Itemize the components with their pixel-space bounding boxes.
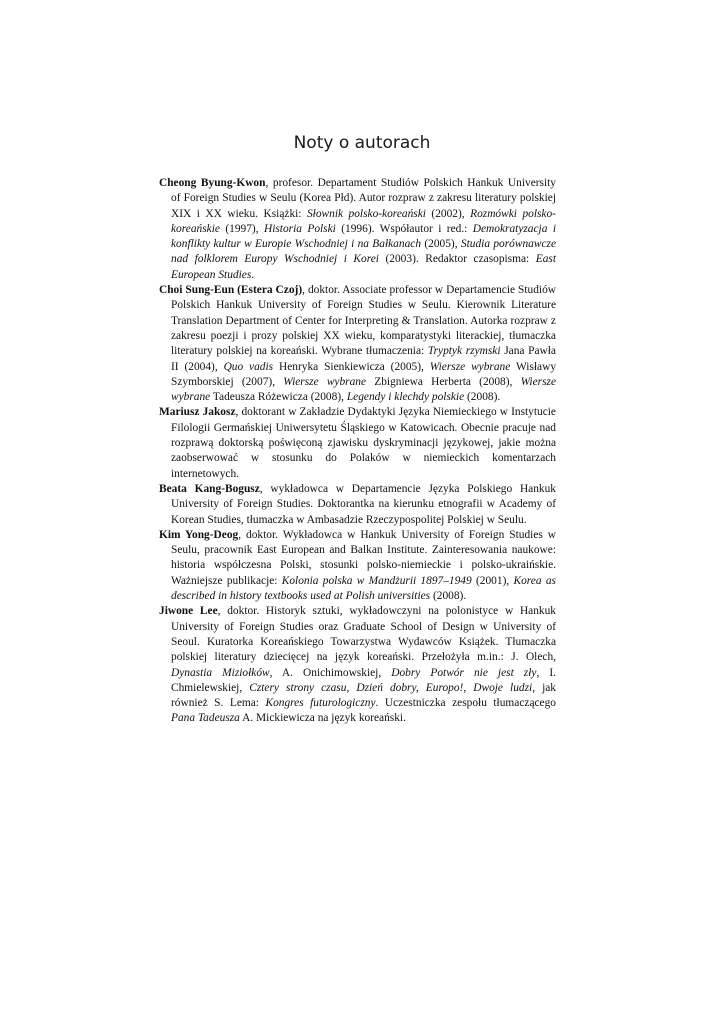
note-text: , doktor. Wykładowca w Hankuk University of Foreign Studies w Seulu, pracownik East European and Balkan Institute. Zainteresowania naukowe: historia współczesna Polski, stosunki polsko-niemieckie i polsko-ukraińskie. Ważniejsze publikacje: <box>171 528 557 587</box>
note-text: (2001), <box>471 574 514 587</box>
author-notes-list <box>159 176 556 727</box>
author-name: Mariusz Jakosz <box>159 406 236 419</box>
note-text: Zbigniewa Herberta (2008), <box>366 375 521 388</box>
author-note <box>159 405 556 481</box>
work-title: Tryptyk rzymski <box>427 345 501 358</box>
work-title: Kongres futurologiczny <box>265 697 376 710</box>
work-title: Dynastia Miziołków <box>171 666 270 679</box>
work-title: Studia porównawcze nad folklorem Europy Wschodniej i Korei <box>171 238 557 266</box>
note-text: (2002), <box>425 207 471 220</box>
note-text: , doktor. Historyk sztuki, wykładowczyni na polonistyce w Hankuk University of Foreign Studies oraz Graduate School of Design w University of Seoul. Kuratorka Koreańskiego Towarzystwa Wydawców Książek. Tłumaczka polskiej literatury dziecięcej na język koreański. Przełożyła m.in.: J. Olech, <box>171 605 557 664</box>
author-note <box>159 604 556 726</box>
note-text: (2008). <box>464 391 501 404</box>
note-text: . Uczestniczka zespołu tłumaczącego <box>375 697 557 710</box>
author-name: Beata Kang-Bogusz <box>159 482 260 495</box>
note-text: , profesor. Departament Studiów Polskich Hankuk University of Foreign Studies w Seulu (Korea Płd). Autor rozpraw z zakresu literatury polskiej XIX i XX wieku. Książki: <box>171 177 556 220</box>
author-note <box>159 283 556 405</box>
note-text: (2008). <box>430 590 467 603</box>
note-text: , <box>463 681 474 694</box>
note-text: , A. Onichimowskiej, <box>269 666 392 679</box>
note-text: Jana Pawła II (2004), <box>171 345 556 373</box>
work-title: Wiersze wybrane <box>283 375 367 388</box>
work-title: Słownik polsko-koreański <box>306 207 426 220</box>
author-name: Jiwone Lee <box>159 605 218 618</box>
note-text: (2003). Redaktor czasopisma: <box>378 253 536 266</box>
work-title: Legendy i klechdy polskie <box>346 391 465 404</box>
work-title: Wiersze wybrane <box>171 375 556 404</box>
author-note <box>159 176 556 283</box>
work-title: Quo vadis <box>223 360 274 373</box>
note-text: . <box>251 268 255 281</box>
note-text: (1996). Współautor i red.: <box>335 222 473 235</box>
note-text: A. Mickiewicza na język koreański. <box>239 712 406 725</box>
page-title: Noty o autorach <box>293 133 431 154</box>
note-text: (1997), <box>219 222 264 235</box>
note-text: (2005), <box>421 238 461 251</box>
author-note <box>159 528 556 604</box>
note-text: , doktorant w Zakładzie Dydaktyki Języka Niemieckiego w Instytucie Filologii Germańskiej Uniwersytetu Śląskiego w Katowicach. Obecnie pracuje nad rozprawą doktorską poświęconą zjawisku dyskryminacji językowej, jakie można zaobserwować w stosunku do Polaków w niemieckich komentarzach internetowych. <box>171 406 556 480</box>
work-title: Kolonia polska w Mandżurii 1897–1949 <box>281 574 472 587</box>
work-title: East European Studies <box>171 253 557 281</box>
note-text: , I. Chmielewskiej, <box>171 666 556 694</box>
work-title: Wiersze wybrane <box>429 360 511 373</box>
note-text: , doktor. Associate professor w Departamencie Studiów Polskich Hankuk University of Foreign Studies w Seulu. Kierownik Literature Translation Department of Center for Interpreting & Translation. Autorka rozpraw z zakresu poezji i prozy polskiej XX wieku, komparatystyki literackiej, tłumaczka literatury polskiej na koreański. Wybrane tłumaczenia: <box>171 284 556 358</box>
work-title: Dwoje ludzi <box>473 681 533 694</box>
work-title: Dzień dobry, Europo! <box>356 681 464 694</box>
author-name: Cheong Byung-Kwon <box>159 177 266 189</box>
note-text: Henryka Sienkiewicza (2005), <box>273 360 430 373</box>
work-title: Dobry Potwór nie jest zły <box>391 666 537 679</box>
author-name: Kim Yong-Deog <box>159 528 239 541</box>
note-text: Tadeusza Różewicza (2008), <box>210 391 347 404</box>
work-title: Historia Polski <box>263 222 336 235</box>
author-name: Choi Sung-Eun (Estera Czoj) <box>159 284 303 297</box>
work-title: Cztery strony czasu <box>249 681 347 694</box>
note-text: , wykładowca w Departamencie Języka Polskiego Hankuk University of Foreign Studies. Doktorantka na kierunku etnografii w Academy of Korean Studies, tłumaczka w Ambasadzie Rzeczypospolitej Polskiej w Seulu. <box>171 482 557 526</box>
author-note <box>159 482 556 528</box>
work-title: Demokratyzacja i konflikty kultur w Europie Wschodniej i na Bałkanach <box>171 222 556 251</box>
note-text: , <box>346 681 357 694</box>
work-title: Korea as described in history textbooks used at Polish universities <box>171 574 556 603</box>
note-text: Wisławy Szymborskiej (2007), <box>171 360 557 388</box>
work-title: Pana Tadeusza <box>171 712 240 725</box>
work-title: Rozmówki polsko-koreańskie <box>171 207 556 235</box>
note-text: , jak również S. Lema: <box>171 681 556 710</box>
